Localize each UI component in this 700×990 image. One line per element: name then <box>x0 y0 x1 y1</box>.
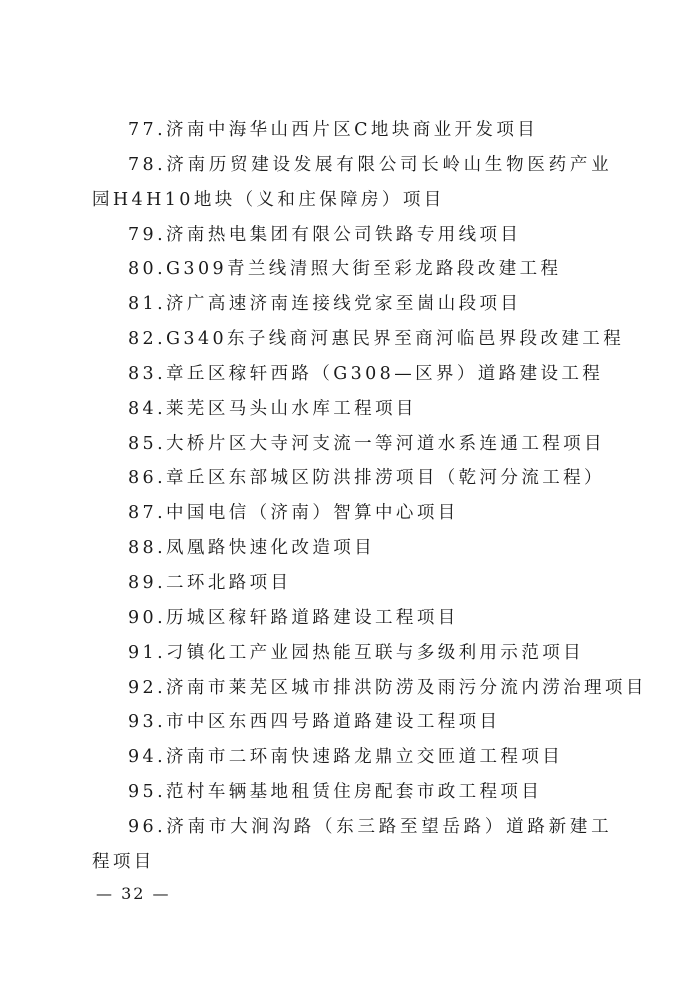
list-item: 82.G340东子线商河惠民界至商河临邑界段改建工程 <box>128 329 625 350</box>
list-item: 81.济广高速济南连接线党家至崮山段项目 <box>128 294 522 315</box>
list-item: 84.莱芜区马头山水库工程项目 <box>128 398 417 419</box>
list-item: 87.中国电信（济南）智算中心项目 <box>128 503 459 524</box>
list-item: 85.大桥片区大寺河支流一等河道水系连通工程项目 <box>128 433 605 454</box>
list-item: 96.济南市大涧沟路（东三路至望岳路）道路新建工程项目 <box>92 816 612 872</box>
list-item: 80.G309青兰线清照大街至彩龙路段改建工程 <box>128 259 562 280</box>
list-item: 83.章丘区稼轩西路（G308—区界）道路建设工程 <box>128 363 604 384</box>
list-item: 91.刁镇化工产业园热能互联与多级利用示范项目 <box>128 642 585 663</box>
list-item: 92.济南市莱芜区城市排洪防涝及雨污分流内涝治理项目 <box>128 677 647 698</box>
list-item: 77.济南中海华山西片区C地块商业开发项目 <box>128 120 539 140</box>
page-number: — 32 — <box>96 884 171 903</box>
list-item: 88.凤凰路快速化改造项目 <box>128 538 376 559</box>
list-item: 94.济南市二环南快速路龙鼎立交匝道工程项目 <box>128 747 564 768</box>
list-item: 95.范村车辆基地租赁住房配套市政工程项目 <box>128 782 543 803</box>
list-item: 89.二环北路项目 <box>128 572 292 593</box>
list-item: 90.历城区稼轩路道路建设工程项目 <box>128 607 459 628</box>
list-item: 78.济南历贸建设发展有限公司长岭山生物医药产业园H4H10地块（义和庄保障房）项目 <box>92 154 612 210</box>
list-item: 86.章丘区东部城区防洪排涝项目（乾河分流工程） <box>128 468 605 489</box>
list-item: 79.济南热电集团有限公司铁路专用线项目 <box>128 224 522 245</box>
project-list <box>92 113 647 880</box>
list-item: 93.市中区东西四号路道路建设工程项目 <box>128 712 501 733</box>
